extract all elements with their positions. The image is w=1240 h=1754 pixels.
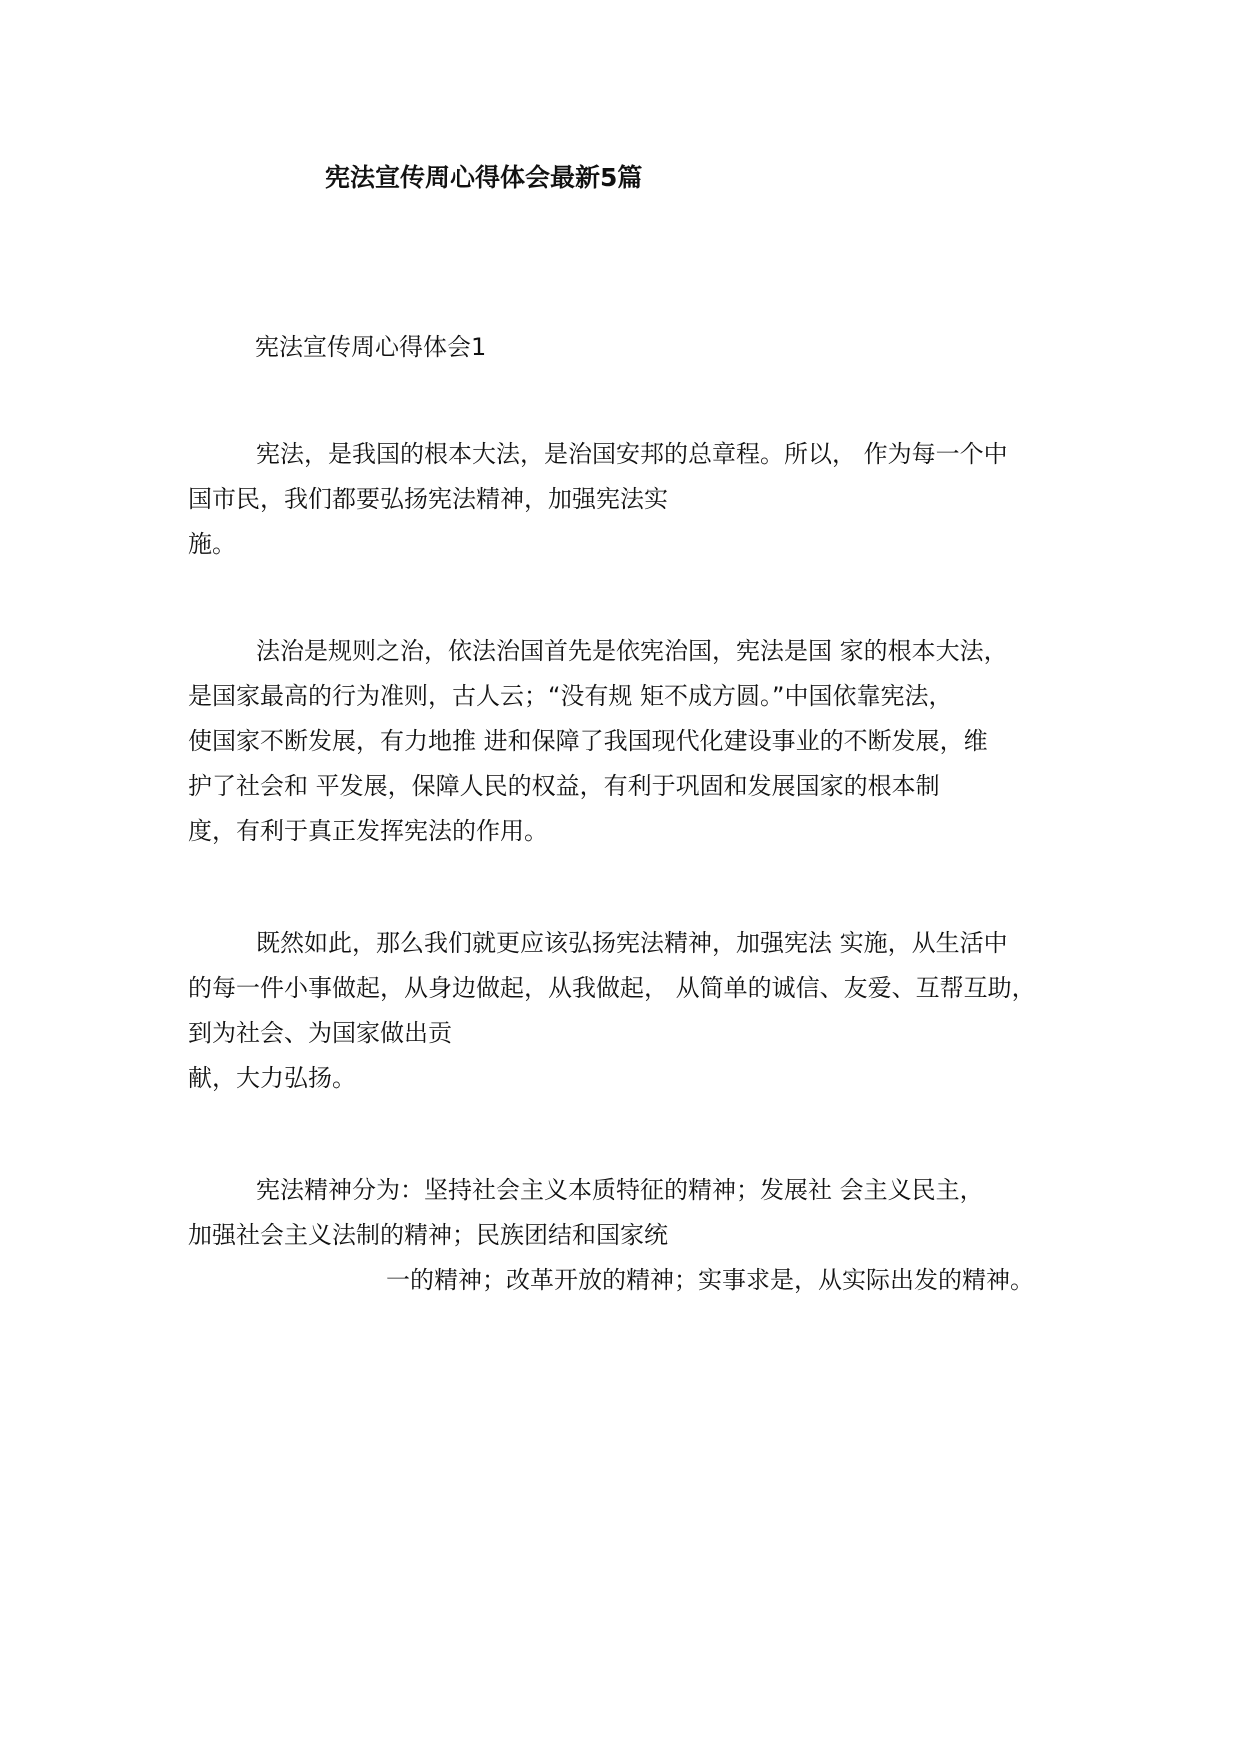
document-title: 宪法宣传周心得体会最新5篇 bbox=[325, 163, 643, 192]
paragraph-line: 献，大力弘扬。 bbox=[188, 1064, 356, 1092]
paragraph-line: 国市民，我们都要弘扬宪法精神，加强宪法实 bbox=[188, 485, 668, 513]
paragraph-line: 度，有利于真正发挥宪法的作用。 bbox=[188, 817, 548, 845]
paragraph-1 bbox=[188, 432, 1088, 567]
paragraph-line: 使国家不断发展，有力地推 进和保障了我国现代化建设事业的不断发展，维 bbox=[188, 727, 988, 755]
paragraph-line: 一的精神；改革开放的精神；实事求是，从实际出发的精神。 bbox=[386, 1266, 1034, 1294]
paragraph-line: 的每一件小事做起，从身边做起，从我做起， 从简单的诚信、友爱、互帮互助， bbox=[188, 974, 1036, 1002]
paragraph-line: 护了社会和 平发展，保障人民的权益，有利于巩固和发展国家的根本制 bbox=[188, 772, 940, 800]
paragraph-2 bbox=[188, 629, 1088, 854]
paragraph-line: 法治是规则之治，依法治国首先是依宪治国，宪法是国 家的根本大法， bbox=[256, 637, 1008, 665]
paragraph-4 bbox=[188, 1168, 1088, 1303]
paragraph-line: 加强社会主义法制的精神；民族团结和国家统 bbox=[188, 1221, 668, 1249]
paragraph-line: 既然如此，那么我们就更应该弘扬宪法精神，加强宪法 实施，从生活中 bbox=[256, 929, 1008, 957]
paragraph-line: 宪法，是我国的根本大法，是治国安邦的总章程。所以， 作为每一个中 bbox=[256, 440, 1008, 468]
paragraph-line: 是国家最高的行为准则，古人云；“没有规 矩不成方圆。”中国依靠宪法， bbox=[188, 682, 953, 710]
paragraph-3 bbox=[188, 921, 1088, 1101]
paragraph-line: 宪法精神分为：坚持社会主义本质特征的精神；发展社 会主义民主， bbox=[256, 1176, 984, 1204]
paragraph-line: 施。 bbox=[188, 530, 236, 558]
section-heading: 宪法宣传周心得体会1 bbox=[255, 333, 487, 361]
paragraph-line: 到为社会、为国家做出贡 bbox=[188, 1019, 452, 1047]
